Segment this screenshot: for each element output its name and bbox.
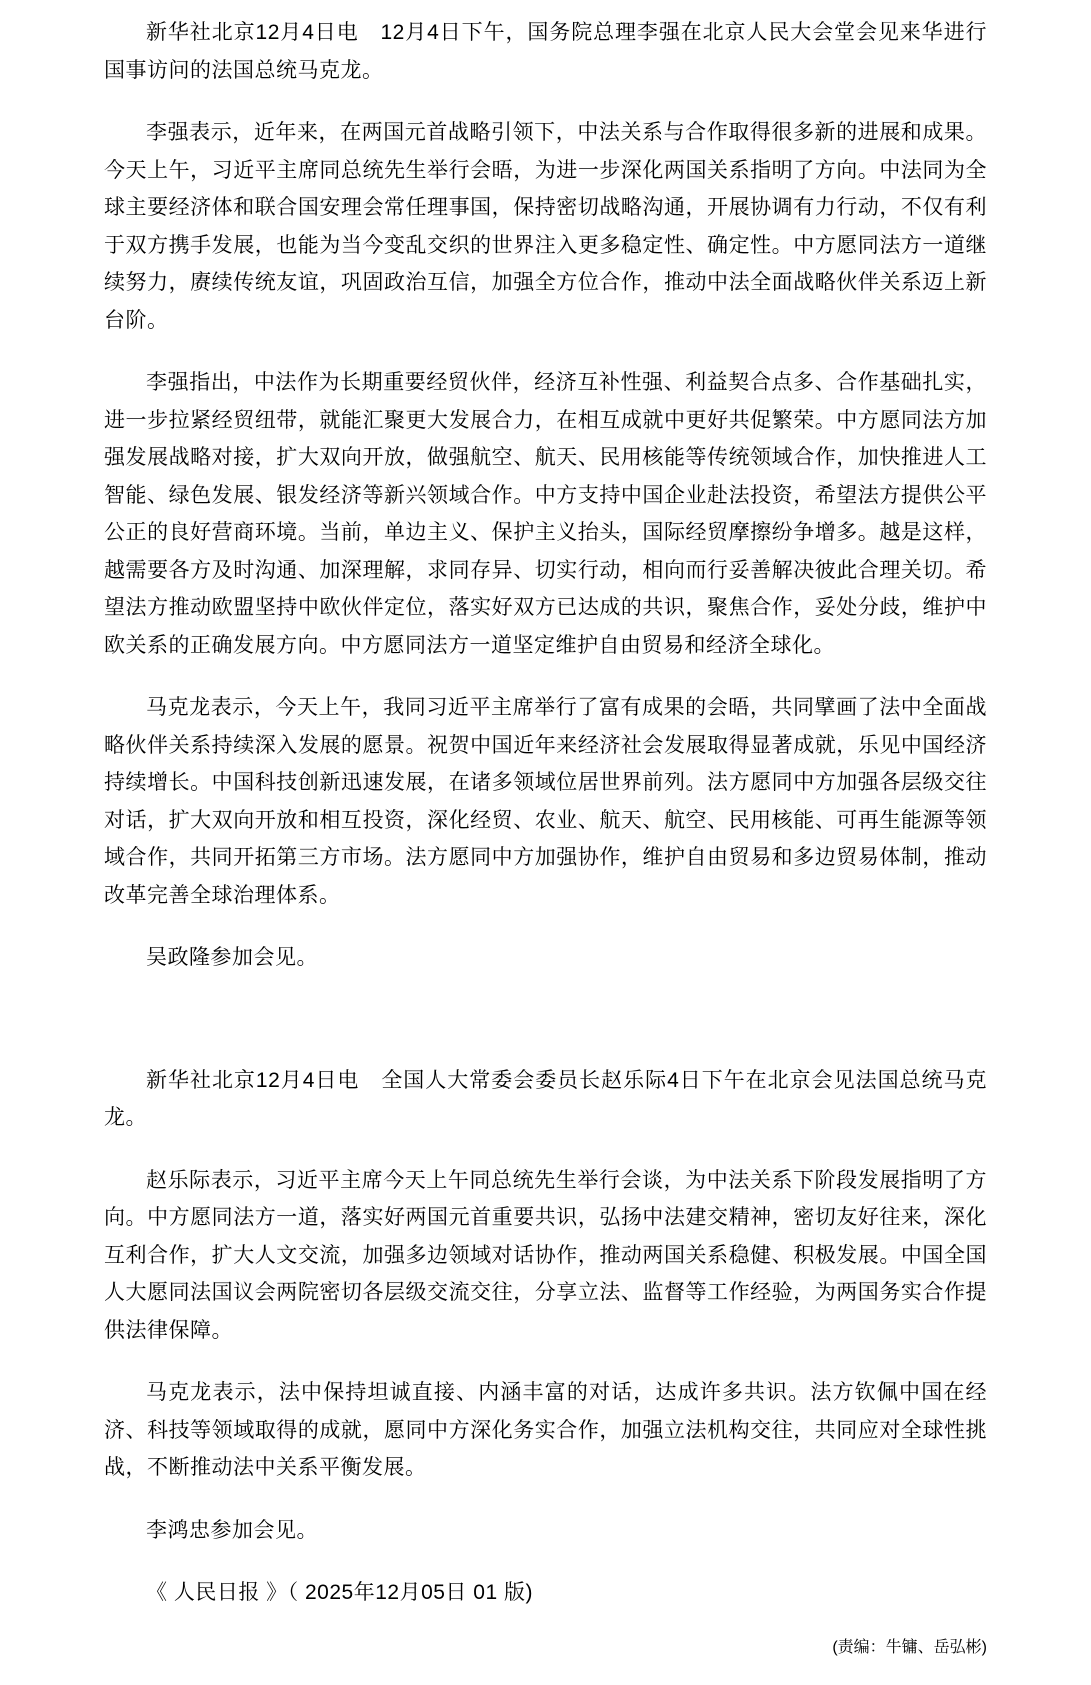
body-paragraph: 马克龙表示，今天上午，我同习近平主席举行了富有成果的会晤，共同擘画了法中全面战略伙伴关系持续深入发展的愿景。祝贺中国近年来经济社会发展取得显著成就，乐见中国经济持续增长。中国科技创新迅速发展，在诸多领域位居世界前列。法方愿同中方加强各层级交往对话，扩大双向开放和相互投资，深化经贸、农业、航天、航空、民用核能、可再生能源等领域合作，共同开拓第三方市场。法方愿同中方加强协作，维护自由贸易和多边贸易体制，推动改革完善全球治理体系。 <box>104 696 987 907</box>
editors-credit: (责编：牛镛、岳弘彬) <box>832 1638 987 1656</box>
publication-source-line: 《 人民日报 》（ 2025年12月05日 01 版) <box>146 1581 533 1604</box>
report-li-qiang-meeting <box>104 14 987 977</box>
section-divider-space <box>104 1002 987 1062</box>
body-paragraph: 赵乐际表示，习近平主席今天上午同总统先生举行会谈，为中法关系下阶段发展指明了方向。中方愿同法方一道，落实好两国元首重要共识，弘扬中法建交精神，密切友好往来，深化互利合作，扩大人文交流，加强多边领域对话协作，推动两国关系稳健、积极发展。中国全国人大愿同法国议会两院密切各层级交流交往，分享立法、监督等工作经验，为两国务实合作提供法律保障。 <box>104 1168 987 1342</box>
dateline-paragraph: 新华社北京12月4日电 12月4日下午，国务院总理李强在北京人民大会堂会见来华进行国事访问的法国总统马克龙。 <box>104 21 987 82</box>
body-paragraph: 马克龙表示，法中保持坦诚直接、内涵丰富的对话，达成许多共识。法方钦佩中国在经济、科技等领域取得的成就，愿同中方深化务实合作，加强立法机构交往，共同应对全球性挑战，不断推动法中关系平衡发展。 <box>104 1381 987 1479</box>
attendee-paragraph: 吴政隆参加会见。 <box>146 946 318 969</box>
body-paragraph: 李强指出，中法作为长期重要经贸伙伴，经济互补性强、利益契合点多、合作基础扎实，进一步拉紧经贸纽带，就能汇聚更大发展合力，在相互成就中更好共促繁荣。中方愿同法方加强发展战略对接，扩大双向开放，做强航空、航天、民用核能等传统领域合作，加快推进人工智能、绿色发展、银发经济等新兴领域合作。中方支持中国企业赴法投资，希望法方提供公平公正的良好营商环境。当前，单边主义、保护主义抬头，国际经贸摩擦纷争增多。越是这样，越需要各方及时沟通、加深理解，求同存异、切实行动，相向而行妥善解决彼此合理关切。希望法方推动欧盟坚持中欧伙伴定位，落实好双方已达成的共识，聚焦合作，妥处分歧，维护中欧关系的正确发展方向。中方愿同法方一道坚定维护自由贸易和经济全球化。 <box>104 371 987 657</box>
report-zhao-leji-meeting <box>104 1062 987 1550</box>
dateline-paragraph: 新华社北京12月4日电 全国人大常委会委员长赵乐际4日下午在北京会见法国总统马克龙。 <box>104 1068 987 1129</box>
body-paragraph: 李强表示，近年来，在两国元首战略引领下，中法关系与合作取得很多新的进展和成果。今天上午，习近平主席同总统先生举行会晤，为进一步深化两国关系指明了方向。中法同为全球主要经济体和联合国安理会常任理事国，保持密切战略沟通，开展协调有力行动，不仅有利于双方携手发展，也能为当今变乱交织的世界注入更多稳定性、确定性。中方愿同法方一道继续努力，赓续传统友谊，巩固政治互信，加强全方位合作，推动中法全面战略伙伴关系迈上新台阶。 <box>104 121 987 332</box>
attendee-paragraph: 李鸿忠参加会见。 <box>146 1518 318 1542</box>
